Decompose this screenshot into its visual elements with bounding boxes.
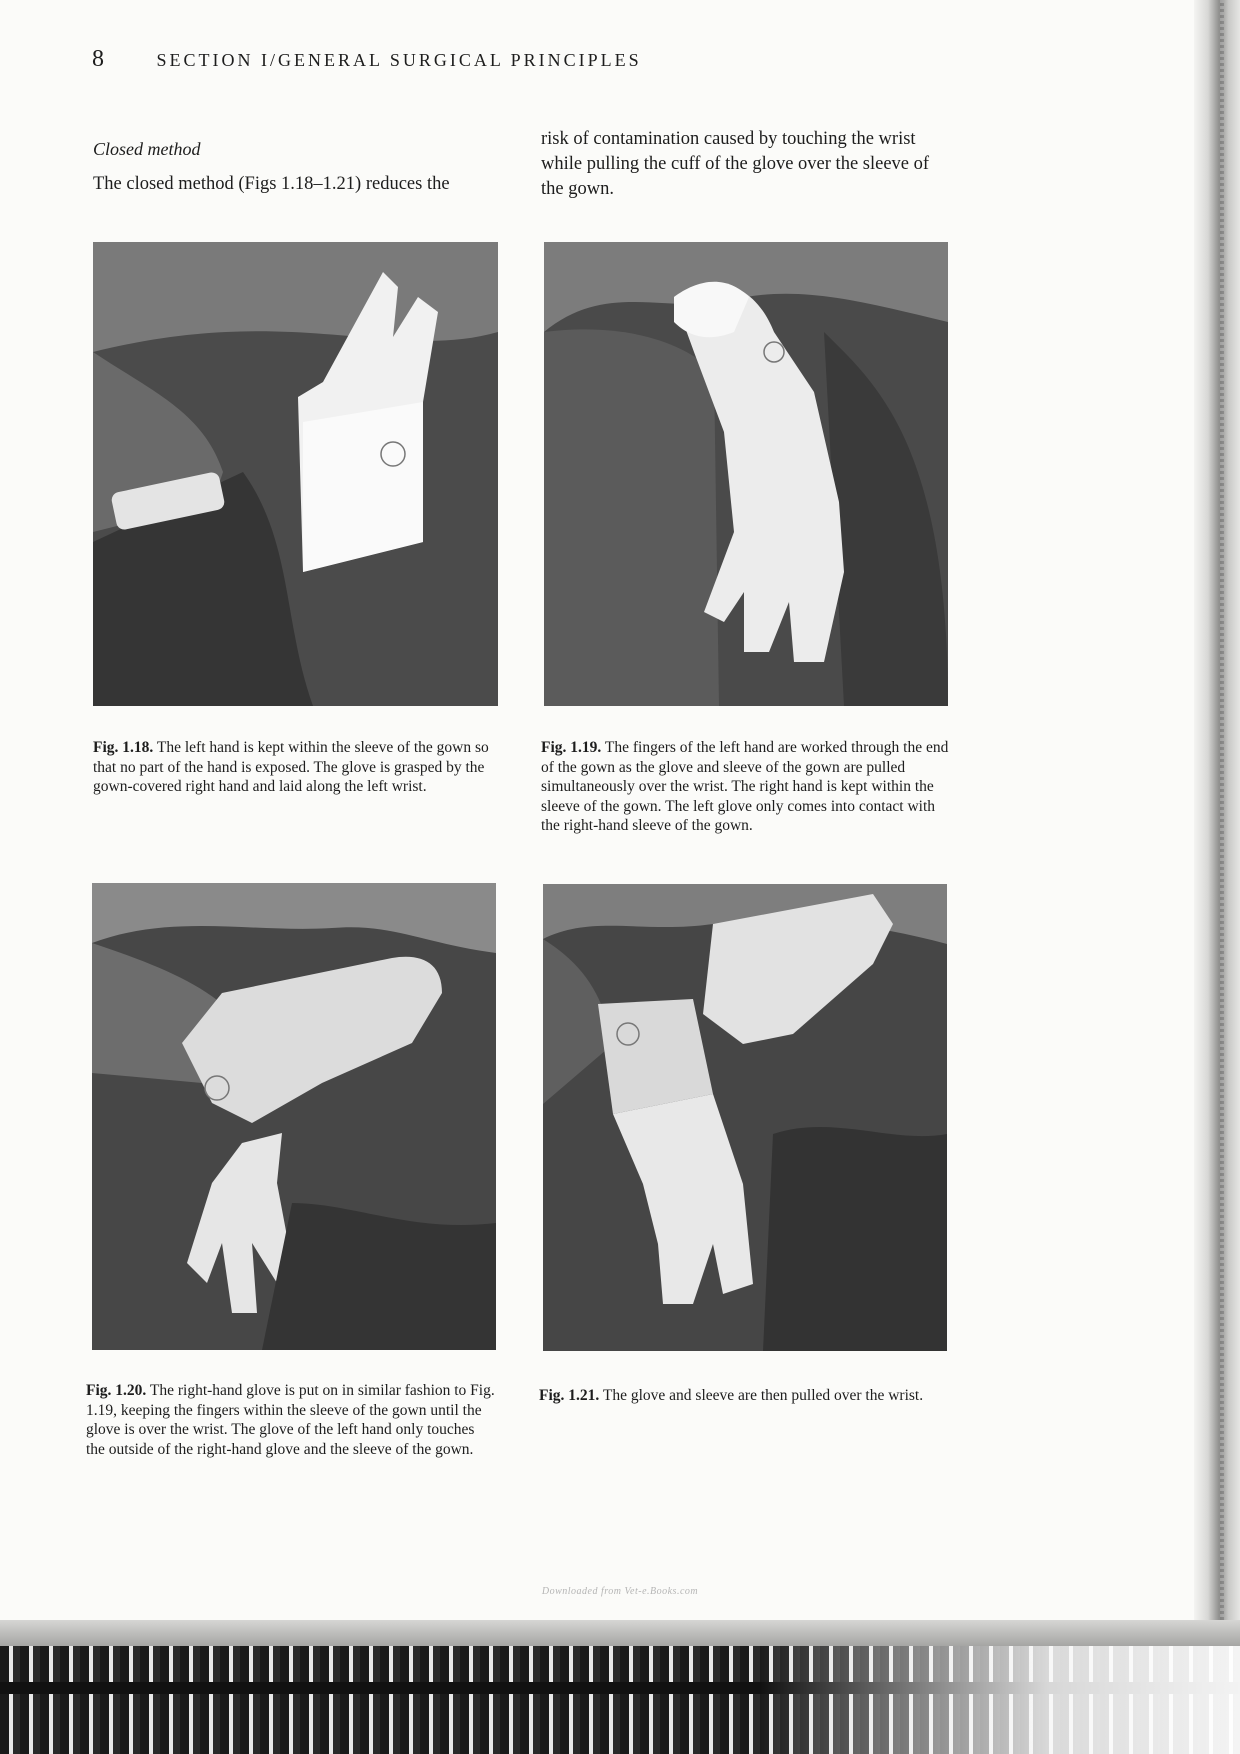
figure-1-18-caption: [93, 738, 503, 797]
scanner-edge-fade: [760, 1646, 1240, 1754]
subheading: Closed method: [93, 139, 201, 159]
figure-label: Fig. 1.18.: [93, 739, 154, 756]
caption-text: The glove and sleeve are then pulled over the wrist.: [602, 1387, 924, 1404]
intro-paragraph-start: The closed method (Figs 1.18–1.21) reduces the: [93, 174, 450, 194]
right-column-text: risk of contamination caused by touching the wrist while pulling the cuff of the glove over the sleeve of the gown.: [541, 129, 930, 199]
watermark: Downloaded from Vet-e.Books.com: [541, 1586, 699, 1597]
figure-1-21-photo: [543, 884, 947, 1351]
caption-text: The left hand is kept within the sleeve of the gown so that no part of the hand is exposed. The glove is grasped by the gown-covered right hand and laid along the left wrist.: [93, 739, 489, 795]
figure-1-20-photo: [92, 883, 496, 1350]
figure-label: Fig. 1.20.: [86, 1382, 147, 1399]
page-edge-shadow: [1194, 0, 1240, 1620]
figure-label: Fig. 1.19.: [541, 739, 602, 756]
page-number: 8: [92, 46, 105, 72]
running-head: [92, 46, 642, 73]
caption-text: The right-hand glove is put on in similar fashion to Fig. 1.19, keeping the fingers within the sleeve of the gown until the glove is over the wrist. The glove of the left hand only touches the outside of the right-hand glove and the sleeve of the gown.: [86, 1382, 495, 1458]
section-title: SECTION I/GENERAL SURGICAL PRINCIPLES: [156, 50, 642, 70]
figure-1-19-photo: [544, 242, 948, 706]
figure-1-21-caption: [539, 1386, 949, 1406]
figure-1-19-caption: [541, 738, 951, 836]
figure-1-18-photo: [93, 242, 498, 706]
caption-text: The fingers of the left hand are worked through the end of the gown as the glove and sleeve of the gown are pulled simultaneously over the wrist. The right hand is kept within the sleeve of the gown. The left glove only comes into contact with the right-hand sleeve of the gown.: [541, 739, 949, 834]
left-column-text: [93, 137, 503, 197]
figure-1-20-caption: [86, 1381, 496, 1459]
figure-label: Fig. 1.21.: [539, 1387, 600, 1404]
